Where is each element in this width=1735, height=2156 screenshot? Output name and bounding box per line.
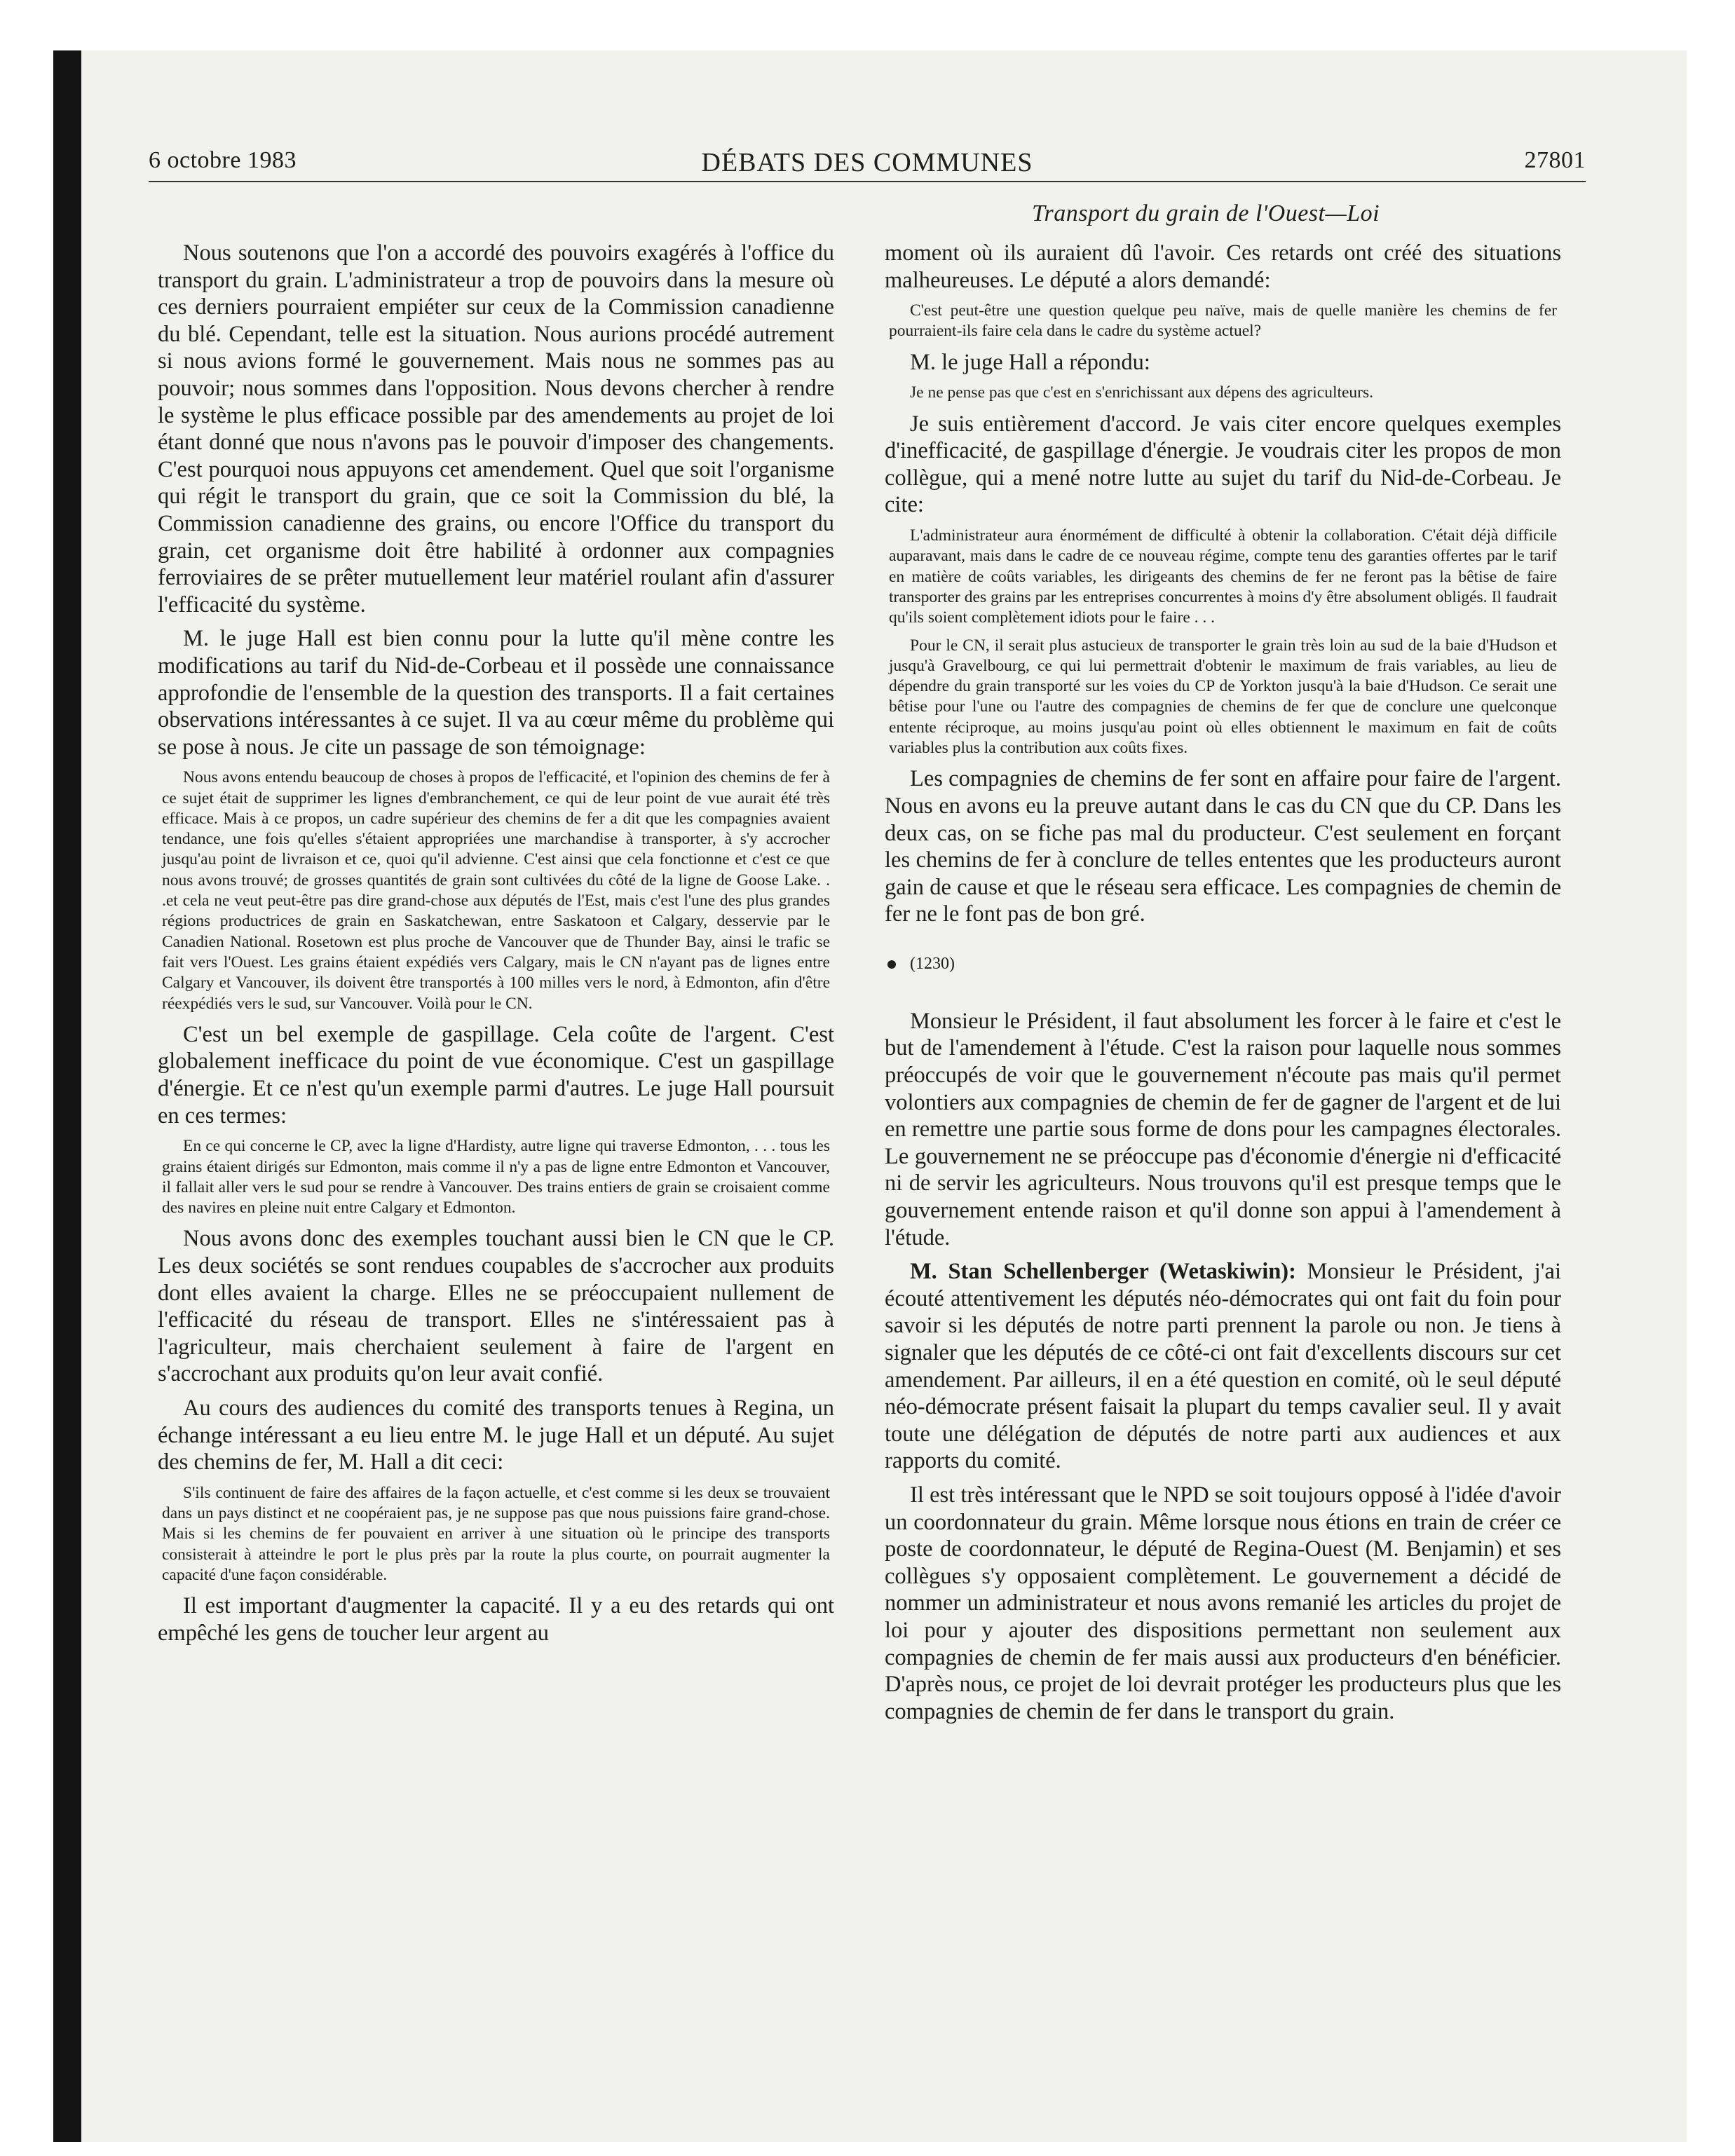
paragraph: M. le juge Hall est bien connu pour la lutte qu'il mène contre les modifications au tarif du Nid-de-Corbeau et il possède une connaissance approfondie de l'ensemble de la question des transports. Il a fait certaines observations intéressantes à ce sujet. Il va au cœur même du problème qui se pose à nous. Je cite un passage de son témoignage: <box>158 626 834 760</box>
paragraph: moment où ils auraient dû l'avoir. Ces retards ont créé des situations malheureuses. Le député a alors demandé: <box>885 240 1561 293</box>
running-header <box>149 147 1586 184</box>
quotation: L'administrateur aura énormément de difficulté à obtenir la collaboration. C'était déjà difficile auparavant, mais dans le cadre de ce nouveau régime, compte tenu des garanties offertes par le tarif en matière de coûts variables, les dirigeants des chemins de fer ne feront pas la bêtise de faire transporter des grains par les entreprises concurrentes à moins d'y être absolument obligés. Il faudrait qu'ils soient complètement idiots pour le faire . . . <box>889 526 1557 627</box>
time-marker-label: (1230) <box>910 954 955 973</box>
paragraph: Monsieur le Président, il faut absolument les forcer à le faire et c'est le but de l'amendement à l'étude. C'est la raison pour laquelle nous sommes préoccupés de voir que le gouvernement n'écoute pas mais qu'il permet volontiers aux compagnies de chemin de fer de gagner de l'argent et de lui en remettre une partie sous forme de dons pour les campagnes électorales. Le gouvernement ne se préoccupe pas d'économie d'énergie ni d'efficacité ni de servir les agriculteurs. Nous trouvons qu'il est presque temps que le gouvernement entende raison et qu'il donne son appui à l'amendement à l'étude. <box>885 1008 1561 1250</box>
time-marker <box>885 953 1561 974</box>
paragraph: C'est un bel exemple de gaspillage. Cela coûte de l'argent. C'est globalement inefficace du point de vue économique. C'est un gaspillage d'énergie. Et ce n'est qu'un exemple parmi d'autres. Le juge Hall poursuit en ces termes: <box>158 1021 834 1128</box>
paragraph: Nous avons donc des exemples touchant aussi bien le CN que le CP. Les deux sociétés se sont rendues coupables de s'accrocher aux produits dont elles avaient la charge. Elles ne se préoccupaient nullement de l'efficacité du réseau de transport. Elles ne s'intéressaient pas à l'agriculteur, mais cherchaient seulement à faire de l'argent en s'accrochant aux produits qu'on leur avait confié. <box>158 1226 834 1387</box>
scan-margin <box>0 0 53 2156</box>
paragraph: Je suis entièrement d'accord. Je vais citer encore quelques exemples d'inefficacité, de gaspillage d'énergie. Je voudrais citer les propos de mon collègue, qui a mené notre lutte au sujet du tarif du Nid-de-Corbeau. Je cite: <box>885 411 1561 518</box>
header-date: 6 octobre 1983 <box>149 147 297 173</box>
speaker-paragraph <box>885 1258 1561 1475</box>
paragraph: Il est très intéressant que le NPD se soit toujours opposé à l'idée d'avoir un coordonnateur du grain. Même lorsque nous étions en train de créer ce poste de coordonnateur, le député de Regina-Ouest (M. Benjamin) et ses collègues s'y opposaient complètement. Le gouvernement a décidé de nommer un administrateur et nous avons remanié les articles du projet de loi pour y ajouter des dispositions permettant non seulement aux compagnies de chemin de fer mais aussi aux producteurs d'en bénéficier. D'après nous, ce projet de loi devrait protéger les producteurs plus que les compagnies de chemin de fer dans le transport du grain. <box>885 1482 1561 1724</box>
quotation: En ce qui concerne le CP, avec la ligne d'Hardisty, autre ligne qui traverse Edmonton, . . . tous les grains étaient dirigés sur Edmonton, mais comme il n'y a pas de ligne entre Edmonton et Vancouver, il fallait aller vers le sud pour se rendre à Vancouver. Des trains entiers de grain se croisaient comme des navires en pleine nuit entre Calgary et Edmonton. <box>162 1137 830 1217</box>
quotation: Pour le CN, il serait plus astucieux de transporter le grain très loin au sud de la baie d'Hudson et jusqu'à Gravelbourg, ce qui lui permettrait d'obtenir le maximum de frais variables, au lieu de dépendre du grain transporté sur les voies du CP de Yorkton jusqu'à la baie d'Hudson. Ce serait une bêtise pour l'une ou l'autre des compagnies de chemins de fer que de conclure une quelconque entente réciproque, au moins jusqu'au point où elles obtiennent le maximum en fait de coûts variables plus la contribution aux coûts fixes. <box>889 636 1557 758</box>
paragraph: Au cours des audiences du comité des transports tenues à Regina, un échange intéressant a eu lieu entre M. le juge Hall et un député. Au sujet des chemins de fer, M. Hall a dit ceci: <box>158 1395 834 1475</box>
paragraph: M. le juge Hall a répondu: <box>910 349 1150 375</box>
quotation: S'ils continuent de faire des affaires de la façon actuelle, et c'est comme si les deux se trouvaient dans un pays distinct et ne coopéraient pas, je ne suppose pas que nous puissions faire grand-chose. Mais si les chemins de fer pouvaient en arriver à une situation où le principe des transports consisterait à atteindre le port le plus près par la route la plus courte, on pourrait augmenter la capacité d'une façon considérable. <box>162 1483 830 1584</box>
left-column <box>158 240 834 1646</box>
header-page-number: 27801 <box>1524 147 1586 173</box>
bullet-icon <box>887 960 896 969</box>
header-rule <box>149 181 1586 182</box>
speaker-name: M. Stan Schellenberger (Wetaskiwin): <box>910 1259 1296 1285</box>
scan-binding-edge <box>53 50 81 2142</box>
paragraph: Il est important d'augmenter la capacité. Il y a eu des retards qui ont empêché les gens de toucher leur argent au <box>158 1593 834 1646</box>
paragraph: Les compagnies de chemins de fer sont en affaire pour faire de l'argent. Nous en avons eu la preuve autant dans le cas du CN que du CP. Dans les deux cas, on se fiche pas mal du producteur. C'est seulement en forçant les chemins de fer à conclure de telles ententes que les producteurs auront gain de cause et que le réseau sera efficace. Les compagnies de chemin de fer ne le font pas de bon gré. <box>885 766 1561 927</box>
paragraph: Nous soutenons que l'on a accordé des pouvoirs exagérés à l'office du transport du grain. L'administrateur a trop de pouvoirs dans la mesure où ces derniers pourraient empiéter sur ceux de la Commission canadienne du blé. Cependant, telle est la situation. Nous aurions procédé autrement si nous avions formé le gouvernement. Mais nous ne sommes pas au pouvoir; nous sommes dans l'opposition. Nous devons chercher à rendre le système le plus efficace possible par des amendements au projet de loi étant donné que nous n'avons pas le pouvoir d'imposer des changements. C'est pourquoi nous appuyons cet amendement. Quel que soit l'organisme qui régit le transport du grain, que ce soit la Commission du blé, la Commission canadienne des grains, ou encore l'Office du transport du grain, cet organisme doit être habilité à ordonner aux compagnies ferroviaires de se prêter mutuellement leur matériel roulant afin d'assurer l'efficacité du système. <box>158 240 834 618</box>
section-title: Transport du grain de l'Ouest—Loi <box>1032 200 1380 226</box>
quotation: Nous avons entendu beaucoup de choses à propos de l'efficacité, et l'opinion des chemins de fer à ce sujet était de supprimer les lignes d'embranchement, ce qui de leur point de vue aurait été très efficace. Mais à ce propos, un cadre supérieur des chemins de fer a dit que les compagnies avaient tendance, une fois qu'elles s'étaient appropriées une marchandise à transporter, à s'y accrocher jusqu'au point de livraison et ce, quoi qu'il advienne. C'est ainsi que cela fonctionne et c'est ce que nous avons trouvé; de grosses quantités de grain sont cultivées du côté de la ligne de Goose Lake. . .et cela ne veut peut-être pas dire grand-chose aux députés de l'Est, mais c'est l'une des plus grandes régions productrices de grain en Saskatchewan, entre Saskatoon et Calgary, desservie par le Canadien National. Rosetown est plus proche de Vancouver que de Thunder Bay, ainsi le trafic se fait vers l'Ouest. Les grains étaient expédiés vers Calgary, mais le CN n'ayant pas de lignes entre Calgary et Vancouver, ils doivent être transportés à 100 milles vers le nord, à Edmonton, afin d'être réexpédiés vers le sud, sur Vancouver. Voilà pour le CN. <box>162 768 830 1013</box>
quotation: C'est peut-être une question quelque peu naïve, mais de quelle manière les chemins de fer pourraient-ils faire cela dans le cadre du système actuel? <box>889 301 1557 341</box>
right-column <box>885 240 1561 1725</box>
speaker-text: Monsieur le Président, j'ai écouté attentivement les députés néo-démocrates qui ont fait du foin pour savoir si les députés de notre parti prennent la parole ou non. Je tiens à signaler que les députés de ce côté-ci ont fait d'excellents discours sur cet amendement. Par ailleurs, il en a été question en comité, où le seul député néo-démocrate présent faisait la plupart du temps cavalier seul. Il y avait toute une délégation de députés de notre parti aux audiences et aux rapports du comité. <box>885 1259 1561 1474</box>
quotation: Je ne pense pas que c'est en s'enrichissant aux dépens des agriculteurs. <box>910 383 1374 402</box>
header-publication: DÉBATS DES COMMUNES <box>701 148 1033 177</box>
